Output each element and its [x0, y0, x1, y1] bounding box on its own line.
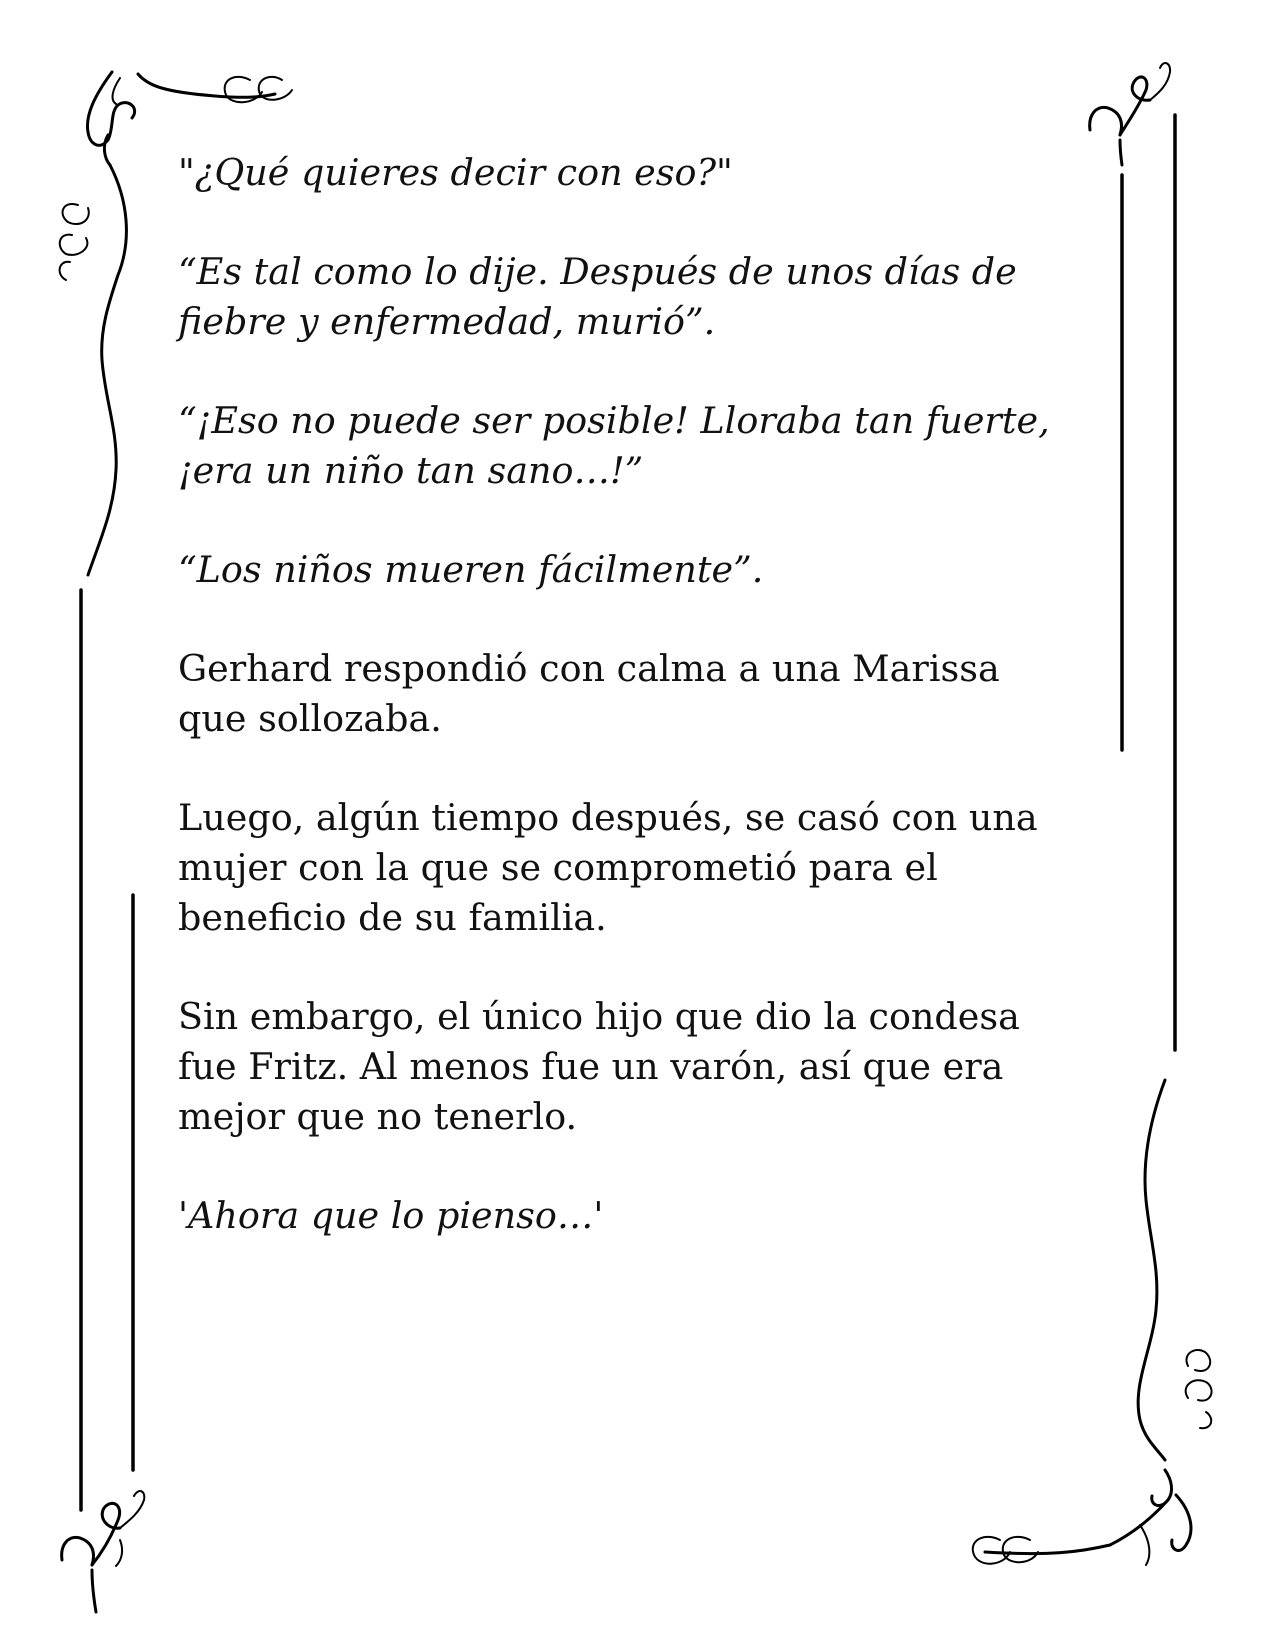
paragraph [178, 1191, 1098, 1241]
text-line: “¡Eso no puede ser posible! Lloraba tan fuerte, [178, 399, 1050, 442]
paragraph [178, 644, 1098, 744]
paragraph [178, 545, 1098, 595]
text-line: ¡era un niño tan sano…!” [178, 449, 644, 492]
text-line: Gerhard respondió con calma a una Marissa [178, 647, 1000, 690]
text-line: “Es tal como lo dije. Después de unos días de [178, 250, 1017, 293]
paragraph [178, 396, 1098, 496]
text-line: Luego, algún tiempo después, se casó con una [178, 796, 1038, 839]
flourish-bottom-left-icon [62, 1491, 145, 1612]
text-line: mejor que no tenerlo. [178, 1095, 578, 1138]
text-line: mujer con la que se comprometió para el [178, 846, 938, 889]
text-line: beneficio de su familia. [178, 896, 607, 939]
text-line: “Los niños mueren fácilmente”. [178, 548, 764, 591]
text-line: 'Ahora que lo pienso…' [178, 1194, 604, 1237]
document-text [178, 148, 1098, 1290]
paragraph [178, 247, 1098, 347]
text-line: "¿Qué quieres decir con eso?" [178, 151, 733, 194]
text-line: fiebre y enfermedad, murió”. [178, 300, 716, 343]
text-line: Sin embargo, el único hijo que dio la condesa [178, 995, 1020, 1038]
text-line: que sollozaba. [178, 697, 442, 740]
paragraph [178, 992, 1098, 1142]
paragraph [178, 148, 1098, 198]
flourish-top-right-icon [1090, 63, 1170, 165]
text-line: fue Fritz. Al menos fue un varón, así que era [178, 1045, 1004, 1088]
paragraph [178, 793, 1098, 943]
